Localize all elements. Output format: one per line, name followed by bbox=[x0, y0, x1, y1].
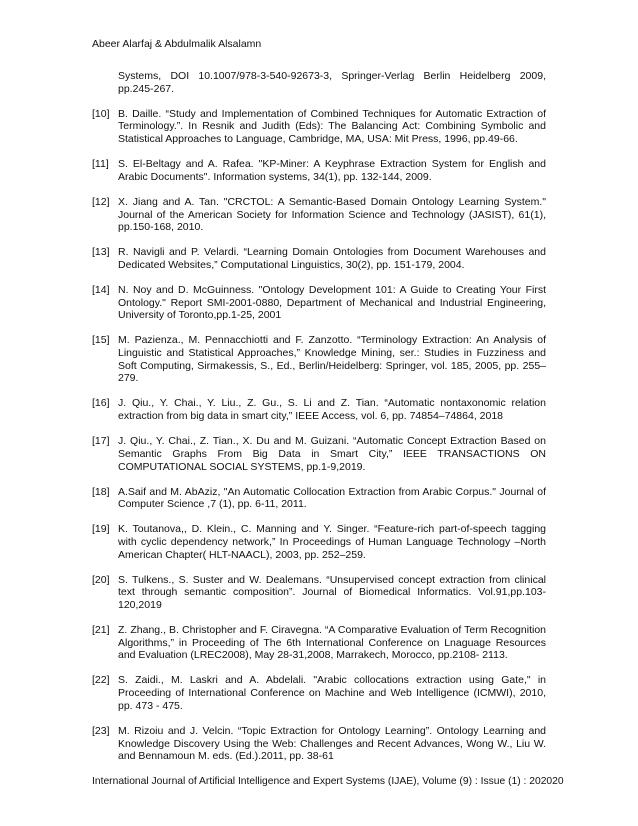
reference-number: [16] bbox=[92, 397, 110, 410]
reference-item bbox=[92, 70, 546, 95]
reference-text: S. Zaidi., M. Laskri and A. Abdelali. "Arabic collocations extraction using Gate," in Proceeding of International Conference on Machine and Web Intelligence (ICMWI), 2010, pp. 473 - 475. bbox=[118, 674, 546, 712]
footer-page-number: 20 bbox=[552, 776, 564, 787]
reference-number: [23] bbox=[92, 724, 110, 737]
reference-item bbox=[92, 725, 546, 763]
reference-text: M. Rizoiu and J. Velcin. “Topic Extraction for Ontology Learning”. Ontology Learning and Knowledge Discovery Using the Web: Challenges and Recent Advances, Wong W., Liu W. and Bennamoun M. eds. (Ed.).2011, pp. 38-61 bbox=[118, 724, 546, 763]
reference-item bbox=[92, 486, 546, 511]
reference-text: J. Qiu., Y. Chai., Z. Tian., X. Du and M. Guizani. “Automatic Concept Extraction Based on Semantic Graphs From Big Data in Smart City,” IEEE TRANSACTIONS ON COMPUTATIONAL SOCIAL SYSTEMS, pp.1-9,2019. bbox=[118, 435, 546, 473]
reference-item bbox=[92, 196, 546, 234]
reference-text: S. El-Beltagy and A. Rafea. "KP-Miner: A Keyphrase Extraction System for English and Arabic Documents". Information systems, 34(1), pp. 132-144, 2009. bbox=[118, 158, 546, 183]
reference-item bbox=[92, 674, 546, 712]
reference-text: R. Navigli and P. Velardi. “Learning Domain Ontologies from Document Warehouses and Dedicated Websites,” Computational Linguistics, 30(2), pp. 151-179, 2004. bbox=[118, 246, 546, 271]
reference-item bbox=[92, 435, 546, 473]
reference-item bbox=[92, 284, 546, 322]
reference-list bbox=[92, 70, 546, 775]
reference-number: [12] bbox=[92, 195, 110, 208]
reference-text: Z. Zhang., B. Christopher and F. Ciravegna. “A Comparative Evaluation of Term Recognition Algorithms,” in Proceeding of The 6th International Conference on Lnaguage Resources and Evaluation (LREC2008), May 28-31,2008, Marrakech, Morocco, pp.2108- 2113. bbox=[118, 624, 546, 662]
reference-text: Systems, DOI 10.1007/978-3-540-92673-3, Springer-Verlag Berlin Heidelberg 2009, pp.245-267. bbox=[118, 70, 546, 95]
page-footer bbox=[92, 775, 564, 788]
reference-number: [14] bbox=[92, 283, 110, 296]
running-header-authors: Abeer Alarfaj & Abdulmalik Alsalamn bbox=[92, 38, 262, 50]
reference-text: J. Qiu., Y. Chai., Y. Liu., Z. Gu., S. Li and Z. Tian. “Automatic nontaxonomic relation extraction from big data in smart city,” IEEE Access, vol. 6, pp. 74854–74864, 2018 bbox=[118, 397, 546, 423]
reference-item bbox=[92, 523, 546, 561]
reference-item bbox=[92, 334, 546, 385]
reference-text: K. Toutanova,, D. Klein., C. Manning and Y. Singer. “Feature-rich part-of-speech tagging with cyclic dependency network,” In Proceedings of Human Language Technology –North American Chapter( HLT-NAACL), 2003, pp. 252–259. bbox=[118, 523, 546, 561]
reference-number: [22] bbox=[92, 674, 110, 687]
reference-text: M. Pazienza., M. Pennacchiotti and F. Zanzotto. “Terminology Extraction: An Analysis of Linguistic and Statistical Approaches,” Knowledge Mining, ser.: Studies in Fuzziness and Soft Computing, Sirmakessis, S., Ed., Berlin/Heidelberg: Springer, vol. 185, 2005, pp. 255–279. bbox=[118, 334, 546, 385]
reference-number: [15] bbox=[92, 334, 110, 347]
reference-item bbox=[92, 574, 546, 612]
reference-item bbox=[92, 246, 546, 271]
reference-item bbox=[92, 397, 546, 422]
reference-number: [17] bbox=[92, 435, 110, 448]
reference-text: B. Daille. “Study and Implementation of Combined Techniques for Automatic Extraction of Terminology.”. In Resnik and Judith (Eds): The Balancing Act: Combining Symbolic and Statistical Approaches to Language, Cambridge, MA, USA: Mit Press, 1996, pp.49-66. bbox=[118, 107, 546, 146]
reference-number: [20] bbox=[92, 573, 110, 586]
reference-number: [11] bbox=[92, 158, 109, 171]
reference-text: N. Noy and D. McGuinness. "Ontology Development 101: A Guide to Creating Your First Ontology." Report SMI-2001-0880, Department of Mechanical and Industrial Engineering, University of Toronto,pp.1-25, 2001 bbox=[118, 283, 546, 322]
reference-text: A.Saif and M. AbAziz, "An Automatic Collocation Extraction from Arabic Corpus." Journal of Computer Science ,7 (1), pp. 6-11, 2011. bbox=[118, 485, 546, 511]
reference-number: [10] bbox=[92, 107, 110, 120]
reference-item bbox=[92, 624, 546, 662]
reference-text: X. Jiang and A. Tan. "CRCTOL: A Semantic-Based Domain Ontology Learning System." Journal of the American Society for Information Science and Technology (JASIST), 61(1), pp.150-168, 2010. bbox=[118, 195, 546, 234]
footer-journal-citation: International Journal of Artificial Intelligence and Expert Systems (IJAE), Volume (9) : Issue (1) : 2020 bbox=[92, 776, 553, 787]
reference-number: [18] bbox=[92, 485, 110, 498]
reference-number: [13] bbox=[92, 246, 110, 259]
reference-item bbox=[92, 158, 546, 183]
reference-item bbox=[92, 108, 546, 146]
reference-text: S. Tulkens., S. Suster and W. Dealemans. “Unsupervised concept extraction from clinical text through semantic composition”. Journal of Biomedical Informatics. Vol.91,pp.103-120,2019 bbox=[118, 573, 546, 612]
reference-number: [19] bbox=[92, 523, 110, 536]
reference-number: [21] bbox=[92, 624, 110, 637]
